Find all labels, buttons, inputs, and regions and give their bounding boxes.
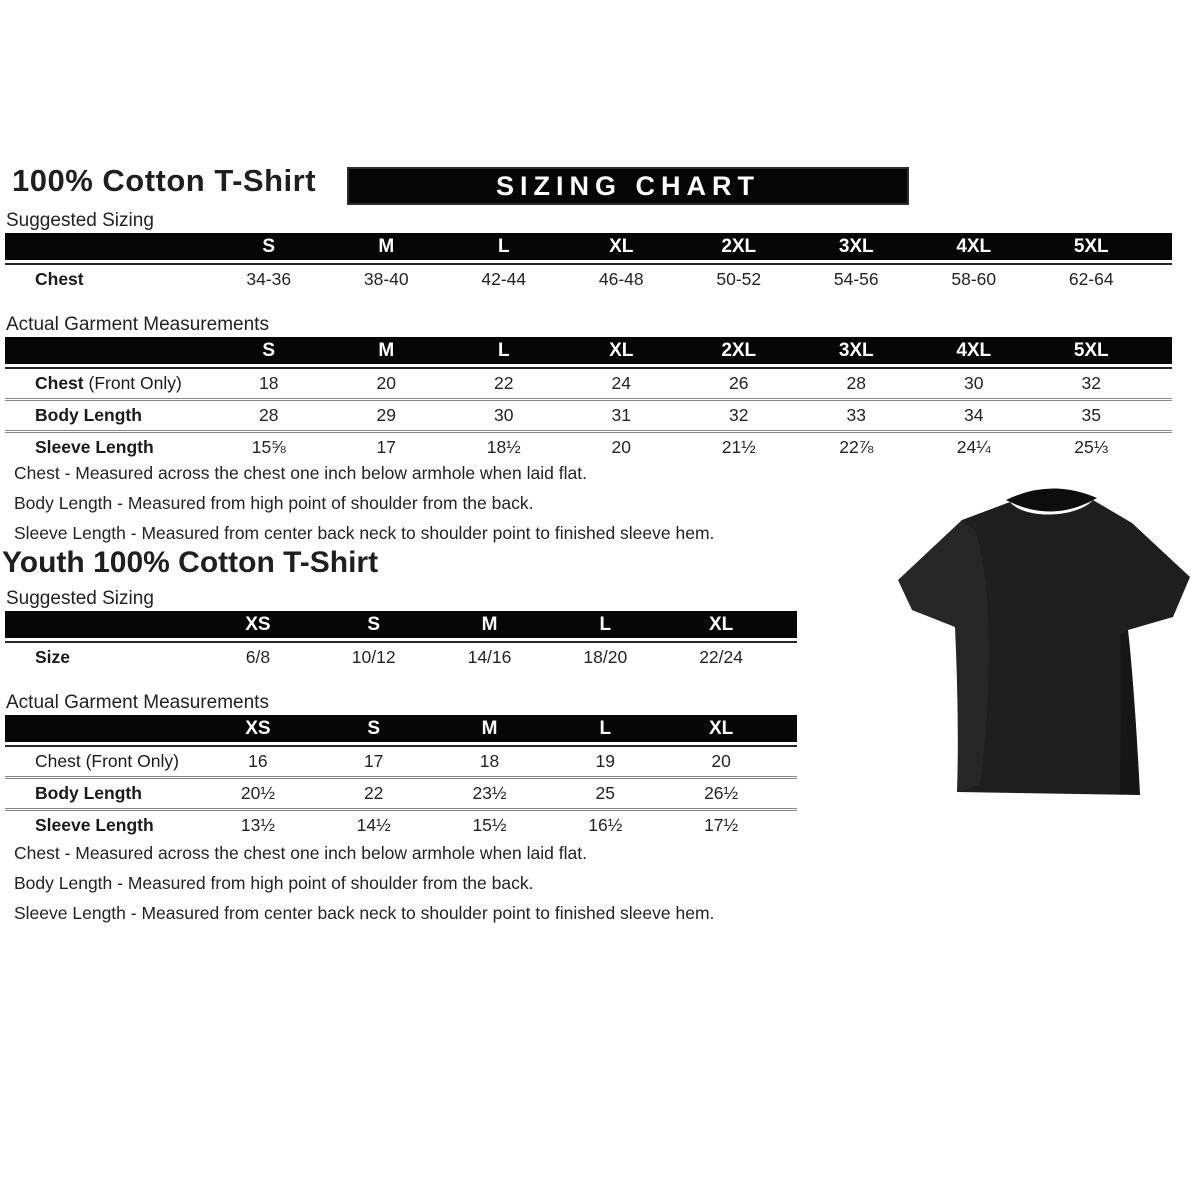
column-header: S: [367, 718, 381, 739]
table-cell: 14/16: [467, 647, 512, 667]
note-sleeve-length: Sleeve Length - Measured from center back neck to shoulder point to finished sleeve hem.: [14, 903, 715, 923]
table-cell: 25: [595, 783, 616, 803]
row-label: Chest: [35, 269, 84, 289]
table-cell: 42-44: [481, 269, 527, 289]
column-header: XL: [609, 236, 634, 257]
column-header: XL: [708, 614, 734, 635]
column-header: 4XL: [956, 340, 992, 361]
table-cell: 20: [376, 373, 396, 393]
table-cell: 18½: [486, 437, 521, 457]
youth-suggested-sizing-table: [5, 611, 797, 672]
column-header: 5XL: [1073, 236, 1109, 257]
column-header: M: [378, 340, 395, 361]
table-cell: 24: [611, 373, 631, 393]
row-label: Size: [35, 647, 71, 667]
table-cell: 31: [611, 405, 631, 425]
column-header: XS: [245, 614, 271, 635]
table-cell: 24¼: [956, 437, 991, 457]
table-row: [5, 369, 1172, 398]
table-cell: 30: [494, 405, 514, 425]
row-label: Body Length: [35, 405, 142, 425]
page-title: 100% Cotton T-Shirt: [12, 163, 317, 198]
table-cell: 34-36: [246, 269, 292, 289]
column-header: 3XL: [838, 236, 874, 257]
tshirt-shading: [1120, 630, 1140, 795]
table-row: [5, 808, 797, 840]
column-header: S: [367, 614, 381, 635]
row-label: Chest (Front Only): [35, 373, 182, 393]
table-cell: 26: [729, 373, 749, 393]
column-header: S: [262, 340, 276, 361]
table-cell: 26½: [704, 783, 739, 803]
row-label: Body Length: [35, 783, 142, 803]
table-cell: 15½: [472, 815, 507, 835]
table-cell: 23½: [472, 783, 507, 803]
table-cell: 25⅓: [1074, 437, 1109, 457]
column-header: 2XL: [721, 340, 757, 361]
table-cell: 32: [729, 405, 749, 425]
column-header: XS: [245, 718, 271, 739]
youth-actual-measurements-table: [5, 715, 797, 840]
row-label: Sleeve Length: [35, 437, 154, 457]
note-body-length: Body Length - Measured from high point of shoulder from the back.: [14, 873, 534, 893]
table-cell: 35: [1081, 405, 1101, 425]
table-cell: 34: [964, 405, 984, 425]
table-cell: 20: [711, 751, 731, 771]
table-header-row: [5, 233, 1172, 263]
column-header: L: [599, 718, 612, 739]
table-row: [5, 643, 797, 672]
table-cell: 17½: [704, 815, 739, 835]
column-header: L: [497, 236, 510, 257]
column-header: 5XL: [1073, 340, 1109, 361]
table-cell: 6/8: [245, 647, 271, 667]
table-cell: 29: [376, 405, 396, 425]
table-cell: 22/24: [699, 647, 743, 667]
column-header: M: [481, 614, 498, 635]
table-cell: 30: [964, 373, 984, 393]
table-cell: 19: [595, 751, 616, 771]
column-header: M: [481, 718, 498, 739]
youth-measurement-notes: [14, 838, 714, 928]
table-cell: 16½: [588, 815, 623, 835]
table-row: [5, 776, 797, 808]
table-cell: 46-48: [598, 269, 644, 289]
table-cell: 58-60: [951, 269, 997, 289]
table-cell: 54-56: [833, 269, 879, 289]
table-row: [5, 747, 797, 776]
tshirt-image: [885, 470, 1200, 815]
column-header: L: [599, 614, 612, 635]
adult-suggested-sizing-label: Suggested Sizing: [6, 210, 154, 231]
table-cell: 28: [259, 405, 279, 425]
row-label: Sleeve Length: [35, 815, 154, 835]
note-chest: Chest - Measured across the chest one inch below armhole when laid flat.: [14, 843, 587, 863]
table-cell: 20½: [240, 783, 275, 803]
column-header: XL: [609, 340, 634, 361]
table-body: [5, 641, 797, 672]
table-cell: 28: [846, 373, 866, 393]
tshirt-highlight: [898, 520, 989, 792]
table-cell: 21½: [721, 437, 756, 457]
note-body-length: Body Length - Measured from high point of shoulder from the back.: [14, 493, 534, 513]
table-header-row: [5, 611, 797, 641]
sizing-chart-banner-text: SIZING CHART: [496, 170, 760, 201]
table-cell: 22: [363, 783, 384, 803]
adult-measurement-notes: [14, 458, 714, 548]
column-header: L: [497, 340, 510, 361]
table-cell: 16: [248, 751, 268, 771]
row-label: Chest (Front Only): [35, 751, 179, 771]
table-cell: 22⅞: [839, 437, 874, 457]
table-row: [5, 265, 1172, 294]
table-cell: 22: [494, 373, 514, 393]
table-cell: 17: [376, 437, 396, 457]
sizing-chart-banner: [347, 167, 909, 205]
table-cell: 14½: [356, 815, 391, 835]
table-row: [5, 398, 1172, 430]
column-header: 2XL: [721, 236, 757, 257]
youth-section-title: Youth 100% Cotton T-Shirt: [2, 546, 379, 579]
adult-actual-measurements-table: [5, 337, 1172, 462]
column-header: M: [378, 236, 395, 257]
table-cell: 18: [259, 373, 279, 393]
column-header: S: [262, 236, 276, 257]
column-header: 3XL: [838, 340, 874, 361]
column-header: 4XL: [956, 236, 992, 257]
table-cell: 62-64: [1068, 269, 1114, 289]
table-body: [5, 263, 1172, 294]
note-chest: Chest - Measured across the chest one inch below armhole when laid flat.: [14, 463, 587, 483]
table-body: [5, 745, 797, 840]
table-cell: 18: [479, 751, 500, 771]
table-cell: 10/12: [351, 647, 396, 667]
table-cell: 15⅝: [251, 437, 286, 457]
table-cell: 18/20: [583, 647, 628, 667]
adult-actual-measurements-label: Actual Garment Measurements: [6, 314, 269, 335]
youth-suggested-sizing-label: Suggested Sizing: [6, 588, 154, 609]
table-cell: 32: [1081, 373, 1101, 393]
column-header: XL: [708, 718, 734, 739]
table-cell: 50-52: [716, 269, 762, 289]
youth-actual-measurements-label: Actual Garment Measurements: [6, 692, 269, 713]
table-body: [5, 367, 1172, 462]
table-cell: 17: [363, 751, 384, 771]
table-cell: 20: [611, 437, 631, 457]
black-tshirt-photo: [885, 470, 1200, 815]
table-header-row: [5, 715, 797, 745]
table-cell: 38-40: [363, 269, 409, 289]
table-header-row: [5, 337, 1172, 367]
adult-suggested-sizing-table: [5, 233, 1172, 294]
note-sleeve-length: Sleeve Length - Measured from center back neck to shoulder point to finished sleeve hem.: [14, 523, 715, 543]
table-cell: 13½: [240, 815, 275, 835]
table-cell: 33: [846, 405, 866, 425]
